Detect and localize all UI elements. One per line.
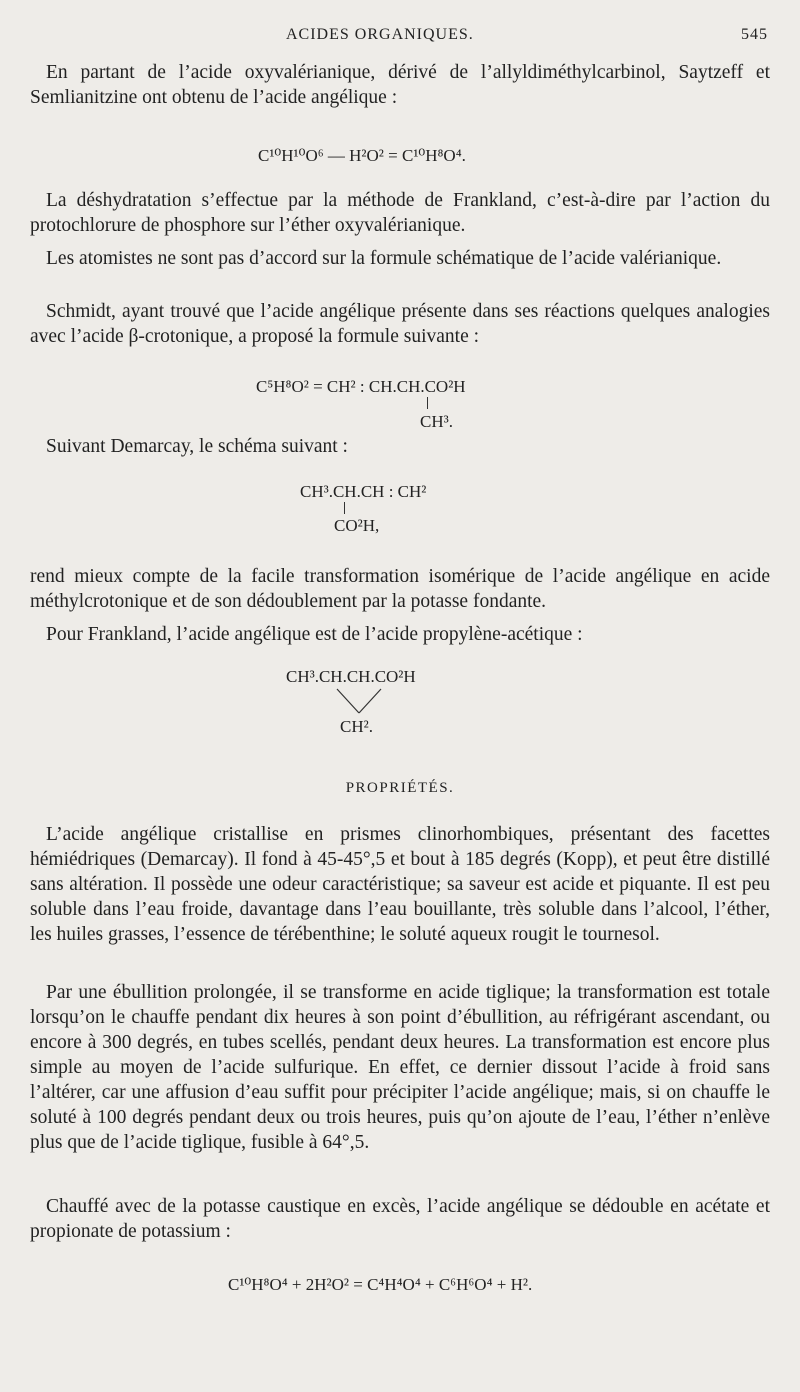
formula-schmidt-bond bbox=[427, 397, 428, 409]
formula-demarcay-bond bbox=[344, 502, 345, 514]
paragraph-text: L’acide angélique cristallise en prismes clinorhombiques, présentant des facettes hémiédriques (Demarcay). Il fond à 45-45°,5 et bout à 185 degrés (Kopp), et peut être distillé sans altération. Il possède une odeur caractéristique; sa saveur est acide et piquante. Il est peu soluble dans l’eau froide, davantage dans l’eau bouillante, très soluble dans l’alcool, l’éther, les huiles grasses, l’essence de térébenthine; le soluté aqueux rougit le tournesol. bbox=[30, 824, 770, 945]
paragraph-ebullition bbox=[30, 980, 770, 1155]
paragraph-text: La déshydratation s’effectue par la méthode de Frankland, c’est-à-dire par l’action du protochlorure de phosphore sur l’éther oxyvalérianique. bbox=[30, 190, 770, 236]
formula-dedoublement: C¹⁰H⁸O⁴ + 2H²O² = C⁴H⁴O⁴ + C⁶H⁶O⁴ + H². bbox=[228, 1275, 533, 1294]
running-head bbox=[0, 26, 800, 50]
paragraph-text: En partant de l’acide oxyvalérianique, dérivé de l’allyldiméthylcarbinol, Saytzeff et Semlianitzine ont obtenu de l’acide angélique : bbox=[30, 62, 770, 108]
formula-frankland-sub: CH². bbox=[340, 717, 373, 736]
paragraph-potasse bbox=[30, 1194, 770, 1244]
paragraph-text: Pour Frankland, l’acide angélique est de l’acide propylène-acétique : bbox=[46, 624, 583, 645]
paragraph-frankland-formula bbox=[30, 622, 770, 647]
paragraph-text: rend mieux compte de la facile transformation isomérique de l’acide angélique en acide méthylcrotonique et de son dédoublement par la potasse fondante. bbox=[30, 566, 770, 612]
page-number: 545 bbox=[741, 26, 768, 43]
paragraph-atomistes bbox=[30, 246, 770, 271]
formula-schmidt-main: C⁵H⁸O² = CH² : CH.CH.CO²H bbox=[256, 377, 466, 396]
paragraph-text: Par une ébullition prolongée, il se transforme en acide tiglique; la transformation est totale lorsqu’on le chauffe pendant dix heures à son point d’ébullition, au réfrigérant ascendant, ou encore à 300 degrés, en tubes scellés, pendant deux heures. La transformation est encore plus simple au moyen de l’acide sulfurique. En effet, ce dernier dissout l’acide à froid sans l’altérer, car une affusion d’eau suffit pour précipiter l’acide angélique; mais, si on chauffe le soluté à 100 degrés pendant deux ou trois heures, puis qu’on ajoute de l’eau, l’éther n’enlève plus que de l’acide tiglique, fusible à 64°,5. bbox=[30, 982, 770, 1153]
paragraph-text: Les atomistes ne sont pas d’accord sur la formule schématique de l’acide valérianique. bbox=[46, 248, 722, 269]
paragraph-text: Schmidt, ayant trouvé que l’acide angélique présente dans ses réactions quelques analogies avec l’acide β-crotonique, a proposé la formule suivante : bbox=[30, 301, 770, 347]
paragraph-text: Chauffé avec de la potasse caustique en excès, l’acide angélique se dédouble en acétate et propionate de potassium : bbox=[30, 1196, 770, 1242]
formula-dehydration: C¹⁰H¹⁰O⁶ — H²O² = C¹⁰H⁸O⁴. bbox=[258, 146, 466, 165]
paragraph-text: Suivant Demarcay, le schéma suivant : bbox=[46, 436, 348, 457]
paragraph-isomerique bbox=[30, 564, 770, 614]
paragraph-frankland-method bbox=[30, 188, 770, 238]
formula-demarcay-sub: CO²H, bbox=[334, 516, 380, 535]
paragraph-schmidt bbox=[30, 299, 770, 349]
paragraph-demarcay bbox=[30, 434, 770, 459]
formula-schmidt-sub: CH³. bbox=[420, 412, 453, 431]
running-head-title: ACIDES ORGANIQUES. bbox=[286, 26, 474, 43]
formula-demarcay-main: CH³.CH.CH : CH² bbox=[300, 482, 427, 501]
formula-frankland-main: CH³.CH.CH.CO²H bbox=[286, 667, 416, 686]
paragraph-proprietes bbox=[30, 822, 770, 947]
section-heading-proprietes: PROPRIÉTÉS. bbox=[345, 780, 455, 796]
paragraph-oxyvalerianique bbox=[30, 60, 770, 110]
